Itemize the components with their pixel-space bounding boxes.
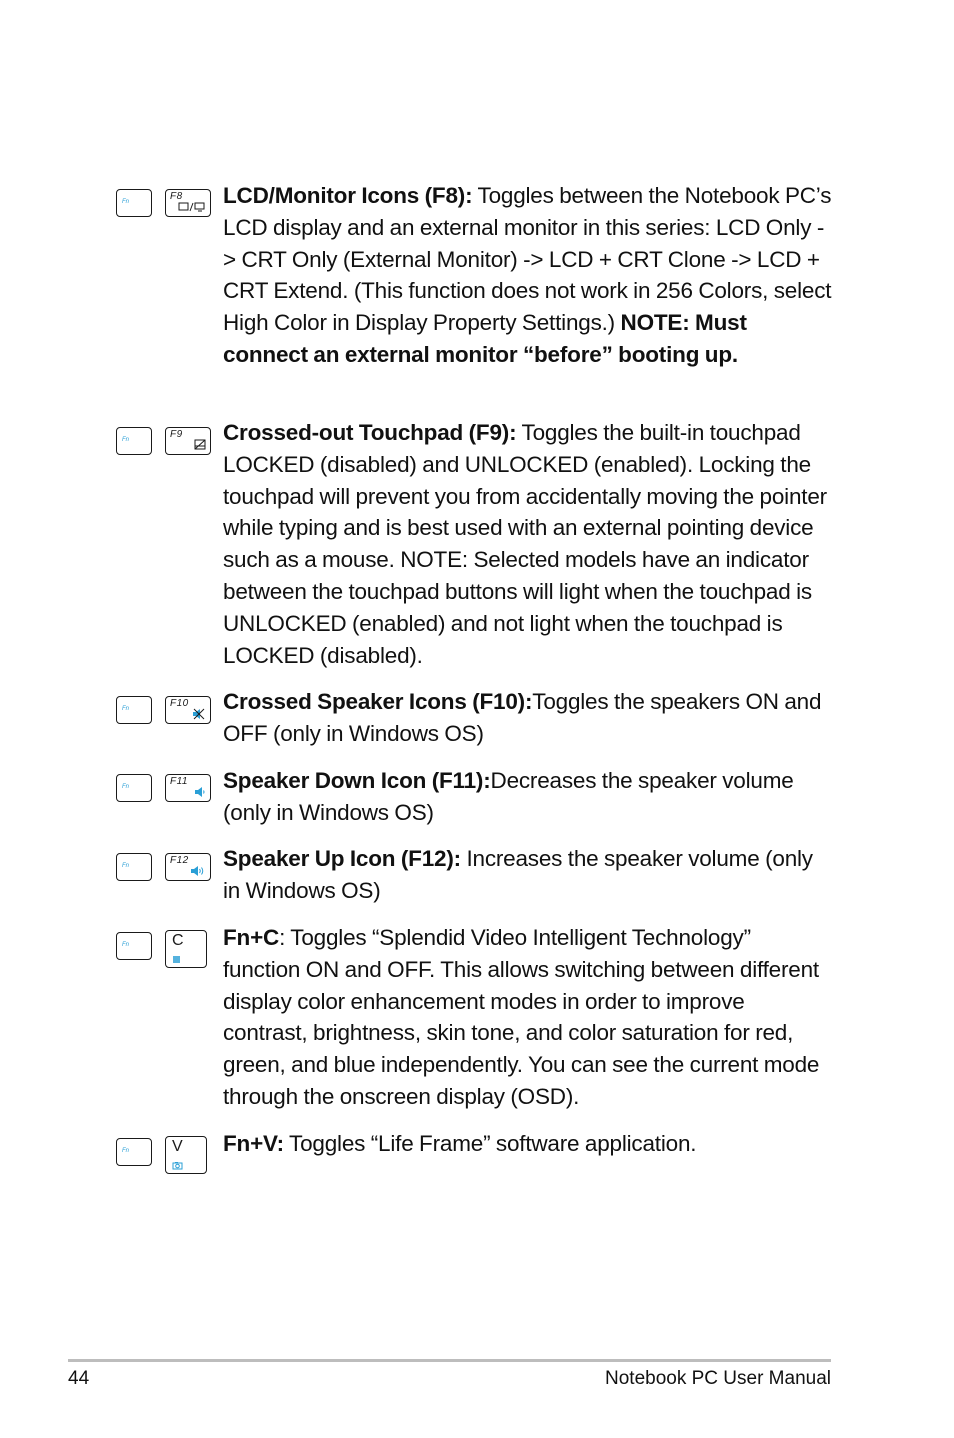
entry-title: Crossed-out Touchpad (F9): (223, 420, 517, 445)
entry-text (223, 843, 833, 907)
fn-key: Fn (116, 774, 152, 802)
fn-key: Fn (116, 189, 152, 217)
f12-key: F12 (165, 853, 211, 881)
c-key: C (165, 930, 207, 968)
entry-body: Toggles between the Notebook PC’s LCD display and an external monitor in this series: LCD Only -> CRT Only (External Monitor) -> LCD + CRT Clone -> LCD + CRT Extend. (This function does not work in 256 Colors, select High Color in Display Property Settings.) (223, 183, 832, 336)
entry-text (223, 765, 833, 829)
f11-key: F11 (165, 774, 211, 802)
monitor-icon (178, 201, 206, 213)
entry-title: LCD/Monitor Icons (F8): (223, 183, 473, 208)
entry-body: Toggles the speakers ON and OFF (only in Windows OS) (223, 689, 822, 746)
entry-text (223, 1128, 833, 1160)
splendid-icon (172, 955, 182, 964)
f8-key: F8 (165, 189, 211, 217)
footer-rule (68, 1359, 831, 1362)
fn-key: Fn (116, 853, 152, 881)
camera-icon (172, 1161, 184, 1170)
entry-title: Fn+V: (223, 1131, 284, 1156)
entry-body: Increases the speaker volume (only in Windows OS) (223, 846, 813, 903)
manual-title: Notebook PC User Manual (605, 1368, 831, 1389)
entry-title: Speaker Down Icon (F11): (223, 768, 491, 793)
entry-text (223, 922, 833, 1113)
entry-text (223, 180, 833, 371)
speaker-mute-icon (192, 708, 206, 720)
fn-key: Fn (116, 427, 152, 455)
entry-title: Crossed Speaker Icons (F10): (223, 689, 533, 714)
entry-body: Toggles the built-in touchpad LOCKED (disabled) and UNLOCKED (enabled). Locking the touchpad will prevent you from accidentally moving the pointer while typing and is best used with an external pointing device such as a mouse. NOTE: Selected models have an indicator between the touchpad buttons will light when the touchpad is UNLOCKED (enabled) and not light when the touchpad is LOCKED (disabled). (223, 420, 827, 668)
f9-key: F9 (165, 427, 211, 455)
speaker-up-icon (190, 865, 206, 877)
fn-key: Fn (116, 696, 152, 724)
entry-title: Fn+C (223, 925, 280, 950)
entry-text (223, 686, 833, 750)
fn-key: Fn (116, 1138, 152, 1166)
entry-body: : Toggles “Splendid Video Intelligent Technology” function ON and OFF. This allows switching between different display color enhancement modes in order to improve contrast, brightness, skin tone, and color saturation for red, green, and blue independently. You can see the current mode through the onscreen display (OSD). (223, 925, 820, 1109)
v-key: V (165, 1136, 207, 1174)
entry-text (223, 417, 833, 671)
speaker-down-icon (194, 786, 206, 798)
page-number: 44 (68, 1368, 90, 1389)
touchpad-icon (194, 439, 206, 451)
entry-body: Decreases the speaker volume (only in Windows OS) (223, 768, 794, 825)
entry-title: Speaker Up Icon (F12): (223, 846, 461, 871)
entry-body: Toggles “Life Frame” software application. (283, 1131, 697, 1156)
f10-key: F10 (165, 696, 211, 724)
entry-note: NOTE: Must connect an external monitor “before” booting up. (223, 310, 747, 367)
fn-key: Fn (116, 932, 152, 960)
